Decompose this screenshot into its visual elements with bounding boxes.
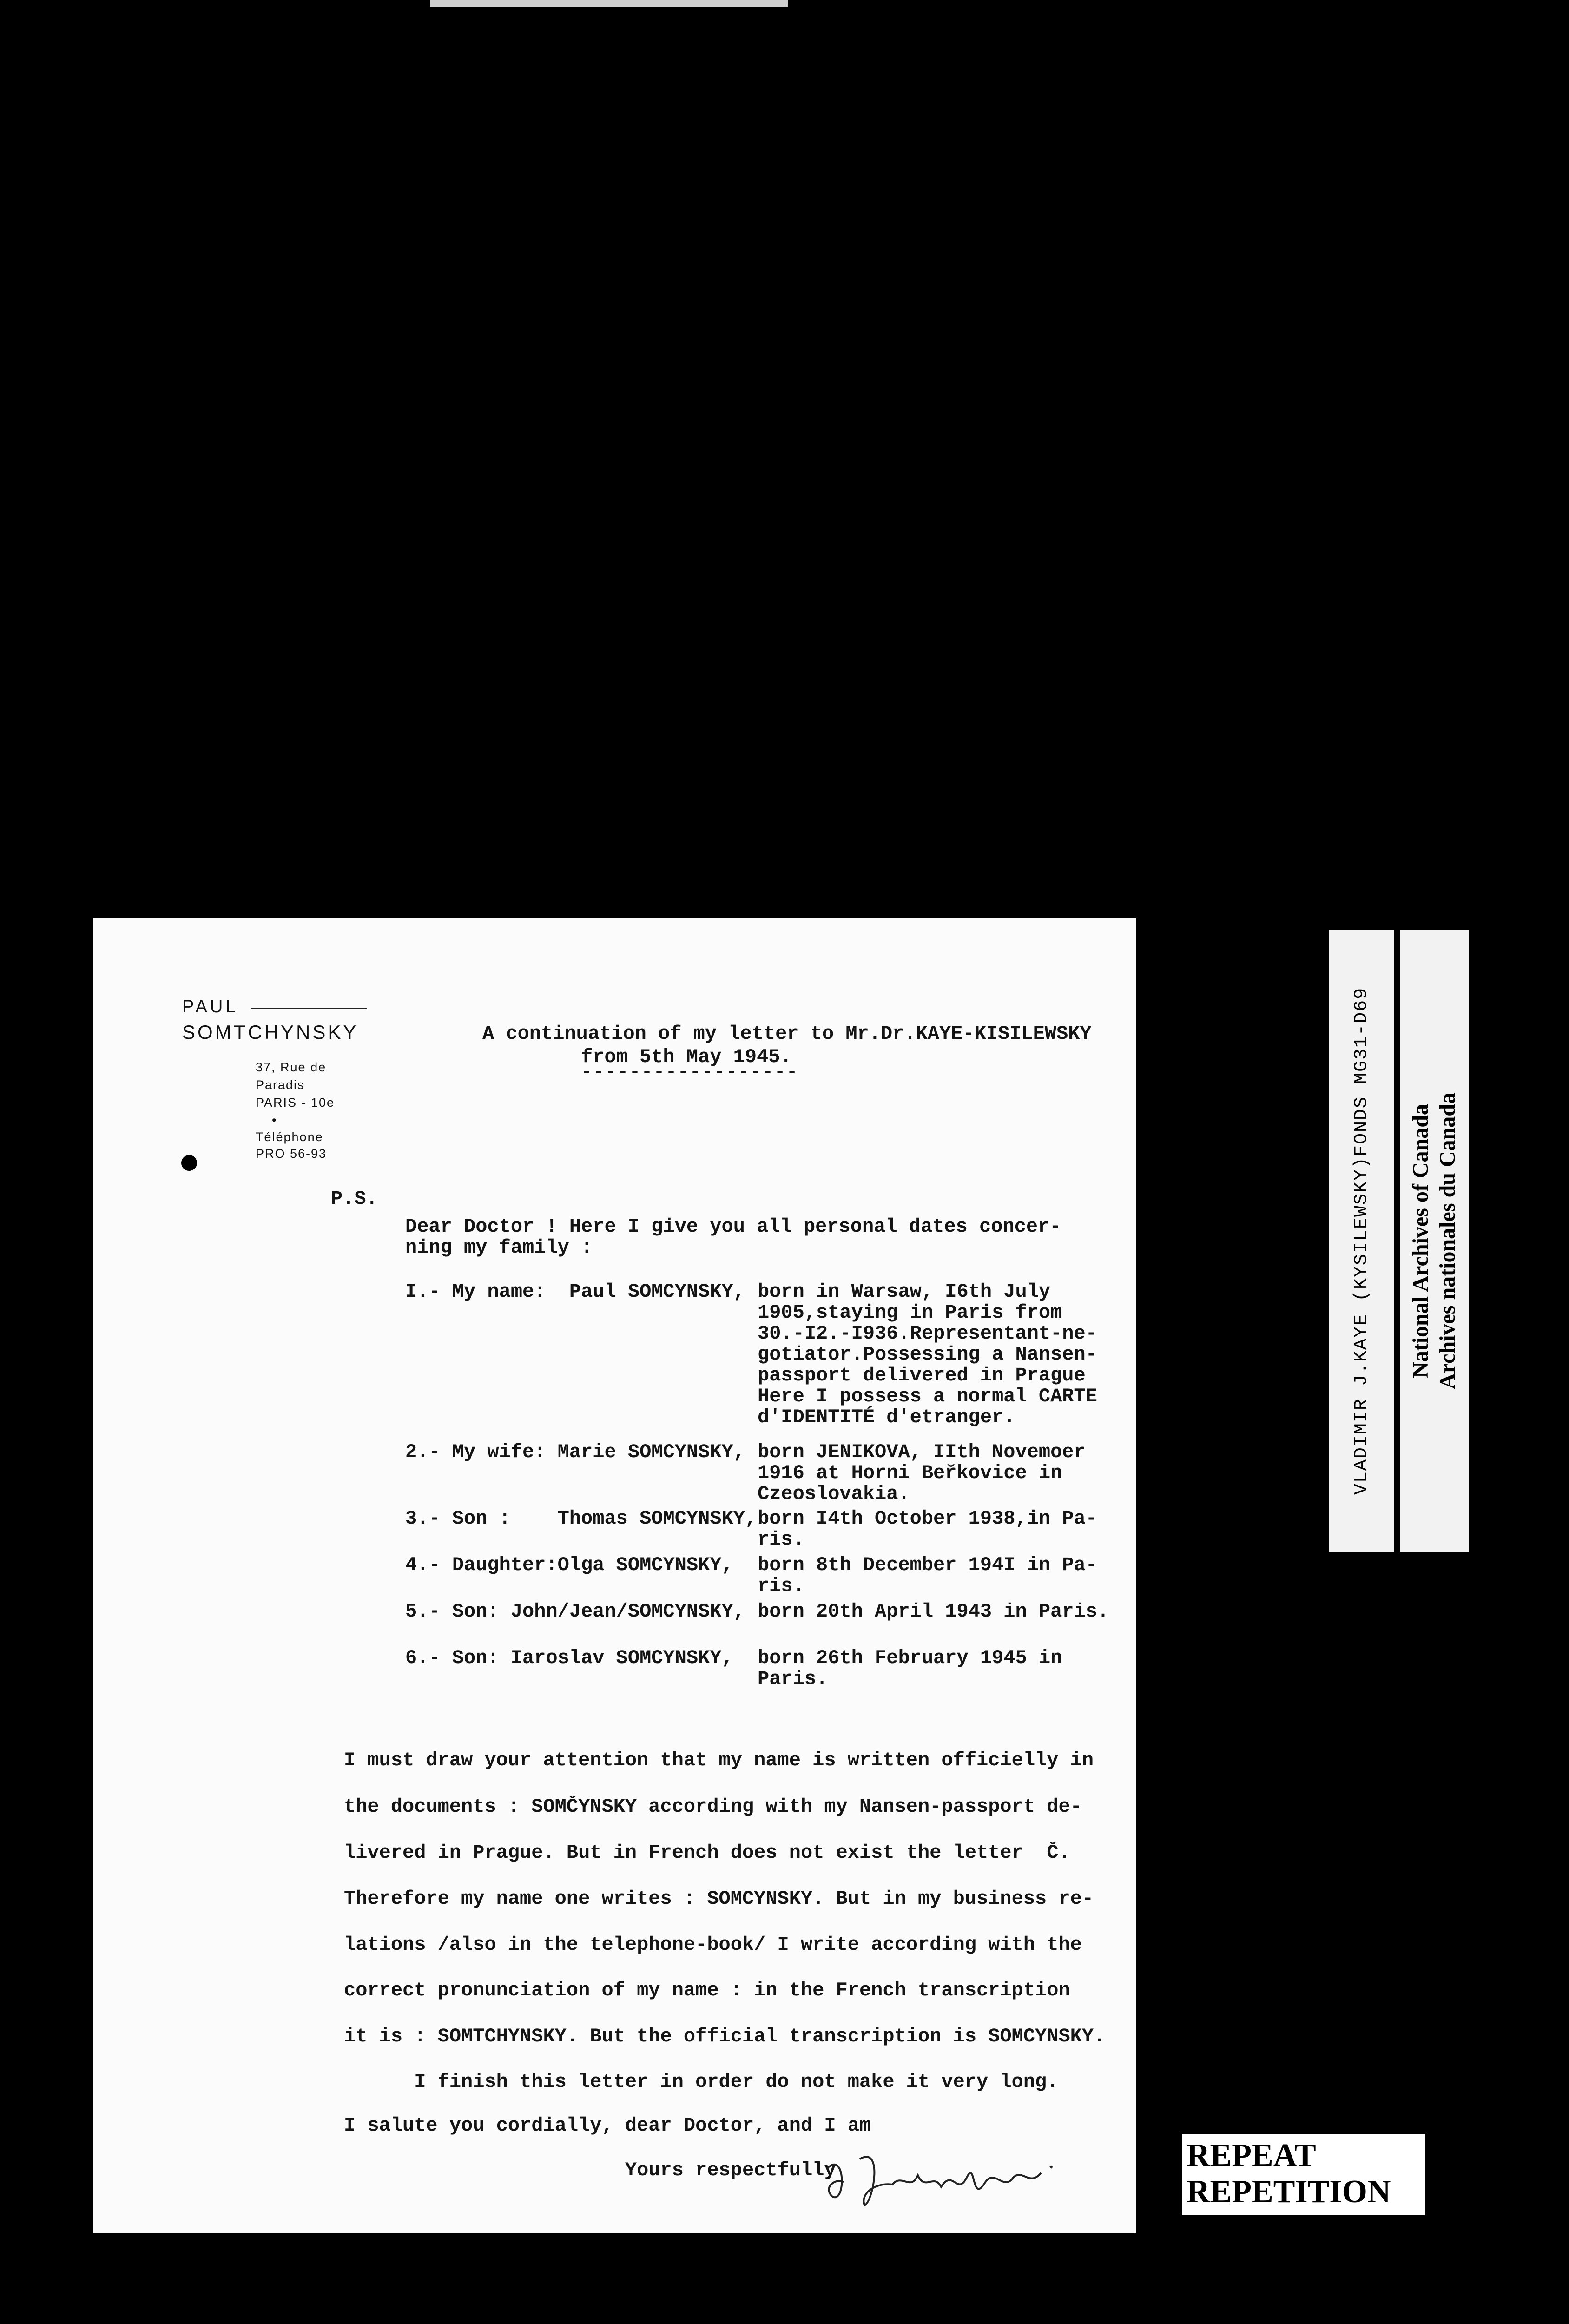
family-member-detail: Paris. — [758, 1668, 828, 1690]
closing-line: I finish this letter in order do not make it very long. — [344, 2071, 1059, 2093]
family-member-detail: 30.-I2.-I936.Representant-ne- — [758, 1322, 1097, 1345]
letterhead-last-name: SOMTCHYNSKY — [182, 1021, 359, 1043]
handwritten-signature — [818, 2140, 1060, 2210]
family-member-detail: born I4th October 1938,in Pa- — [758, 1507, 1097, 1530]
fonds-text: VLADIMIR J.KAYE (KYSILEWSKY)FONDS MG31-D69 — [1351, 987, 1372, 1495]
body-line: livered in Prague. But in French does not exist the letter Č. — [344, 1842, 1070, 1864]
ps-label: P.S. — [331, 1188, 378, 1210]
heading-line-1: A continuation of my letter to Mr.Dr.KAYE-KISILEWSKY — [482, 1023, 1092, 1045]
repeat-fr: REPETITION — [1187, 2174, 1391, 2210]
family-member-detail: passport delivered in Prague — [758, 1364, 1086, 1386]
family-member-name: 4.- Daughter:Olga SOMCYNSKY, — [405, 1554, 733, 1576]
body-line: correct pronunciation of my name : in the French transcription — [344, 1979, 1070, 2001]
family-member-detail: ris. — [758, 1575, 804, 1597]
letterhead-rule — [251, 1008, 367, 1009]
letterhead-phone-label: Téléphone — [256, 1130, 323, 1144]
closing-line: Yours respectfully — [344, 2159, 836, 2181]
body-line: Therefore my name one writes : SOMCYNSKY. But in my business re- — [344, 1888, 1094, 1910]
institution-fr: Archives nationales du Canada — [1435, 1093, 1460, 1389]
family-member-detail: d'IDENTITÉ d'etranger. — [758, 1406, 1015, 1428]
family-member-detail: 1905,staying in Paris from — [758, 1301, 1062, 1324]
body-line: it is : SOMTCHYNSKY. But the official transcription is SOMCYNSKY. — [344, 2025, 1106, 2047]
archive-fonds-label — [1329, 930, 1394, 1552]
family-member-name: 2.- My wife: Marie SOMCYNSKY, — [405, 1441, 745, 1463]
family-member-detail: 1916 at Horni Beřkovice in — [758, 1462, 1062, 1484]
letterhead-dot: • — [272, 1113, 277, 1127]
body-line: the documents : SOMČYNSKY according with my Nansen-passport de- — [344, 1796, 1082, 1818]
heading-underline: ------------------ — [581, 1062, 799, 1083]
film-edge-strip — [430, 0, 788, 7]
greeting-line-1: Dear Doctor ! Here I give you all personal dates concer- — [405, 1215, 1061, 1238]
letterhead-address-2: Paradis — [256, 1078, 305, 1092]
body-line: lations /also in the telephone-book/ I write according with the — [344, 1934, 1082, 1956]
letterhead-address-1: 37, Rue de — [256, 1060, 327, 1074]
family-member-detail: born JENIKOVA, IIth Novemoer — [758, 1441, 1086, 1463]
greeting-line-2: ning my family : — [405, 1236, 593, 1259]
family-member-name: 5.- Son: John/Jean/SOMCYNSKY, — [405, 1600, 745, 1623]
heading-line-2: from 5th May 1945. — [581, 1046, 792, 1068]
family-member-name: 6.- Son: Iaroslav SOMCYNSKY, — [405, 1647, 733, 1669]
closing-line: I salute you cordially, dear Doctor, and I am — [344, 2114, 871, 2137]
punch-hole-mark — [181, 1155, 197, 1171]
archive-institution-label — [1400, 930, 1469, 1552]
body-line: I must draw your attention that my name is written officielly in — [344, 1749, 1094, 1771]
letter-page — [93, 918, 1136, 2233]
family-member-detail: born 26th February 1945 in — [758, 1647, 1062, 1669]
letterhead-first-name: PAUL — [182, 997, 238, 1017]
family-member-detail: born 20th April 1943 in Paris. — [758, 1600, 1109, 1623]
family-member-detail: born 8th December 194I in Pa- — [758, 1554, 1097, 1576]
family-member-detail: Here I possess a normal CARTE — [758, 1385, 1097, 1407]
family-member-detail: Czeoslovakia. — [758, 1483, 910, 1505]
family-member-name: I.- My name: Paul SOMCYNSKY, — [405, 1281, 745, 1303]
family-member-detail: born in Warsaw, I6th July — [758, 1281, 1051, 1303]
letterhead-address-3: PARIS - 10e — [256, 1096, 335, 1109]
institution-en: National Archives of Canada — [1408, 1104, 1433, 1378]
letterhead-phone: PRO 56-93 — [256, 1147, 327, 1161]
repeat-stamp — [1180, 2133, 1427, 2216]
institution-text — [1407, 1093, 1461, 1389]
repeat-en: REPEAT — [1187, 2138, 1316, 2173]
family-member-name: 3.- Son : Thomas SOMCYNSKY, — [405, 1507, 757, 1530]
family-member-detail: ris. — [758, 1528, 804, 1551]
family-member-detail: gotiator.Possessing a Nansen- — [758, 1343, 1097, 1366]
